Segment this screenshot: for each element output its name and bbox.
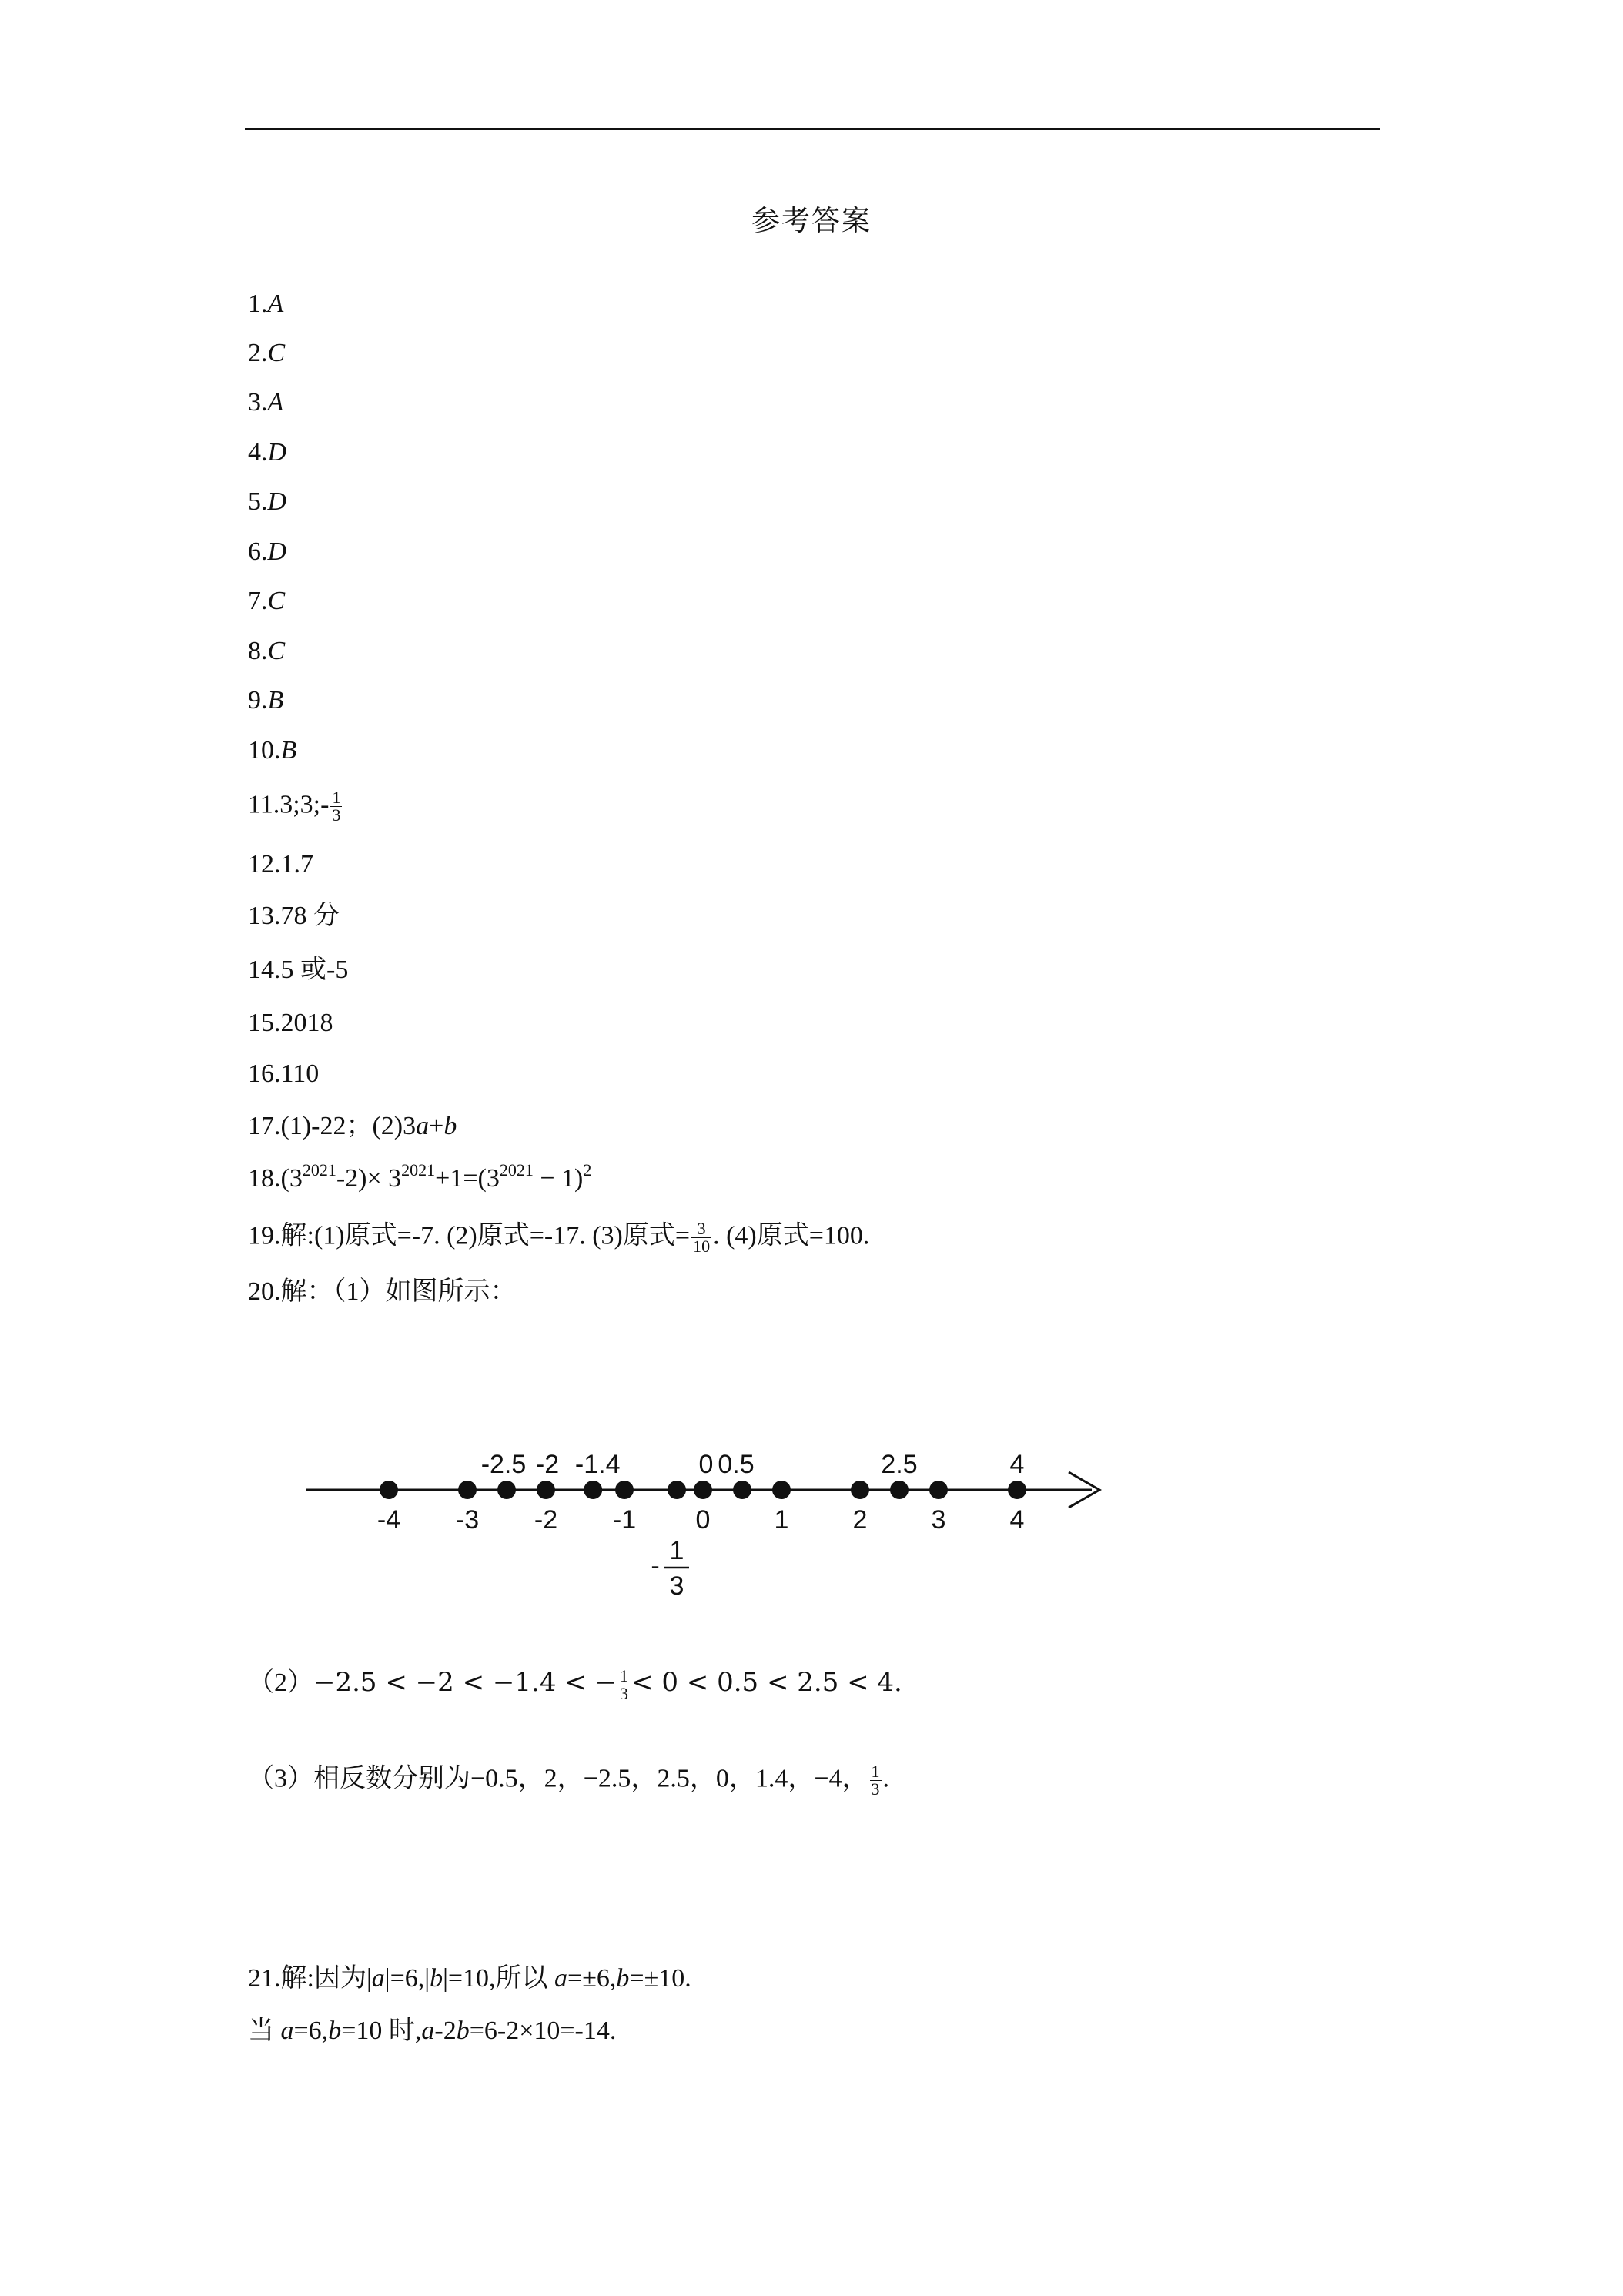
answer-line: 1.A [248,290,284,318]
value-label: -1.4 [574,1450,621,1479]
answer-line: 8.C [248,637,286,665]
answer-line-12: 12.1.7 [248,850,313,879]
number-line-point [772,1481,791,1499]
answer-line: 9.B [248,686,284,715]
fraction-sign: - [651,1551,660,1581]
tick-label: -2 [534,1505,558,1535]
answer-line: 4.D [248,438,287,467]
number-line-point [380,1481,398,1499]
fraction-numerator: 1 [669,1536,684,1565]
number-line-point [851,1481,869,1499]
answer-line: 7.C [248,587,286,615]
answer-line-13: 13.78 分 [248,902,340,930]
answer-line: 3.A [248,388,284,417]
number-line-point [584,1481,602,1499]
value-label: 0 [698,1450,714,1479]
page-title: 参考答案 [751,206,872,237]
tick-label: -4 [376,1505,401,1535]
number-line-figure [306,1424,1123,1609]
answer-line: 10.B [248,736,297,765]
answer-line-14: 14.5 或-5 [248,956,349,984]
answer-line-11: 11.3;3;- $\frac{1}{3}$ [248,788,341,825]
answer-line-15: 15.2018 [248,1009,333,1037]
answer-line: 5.D [248,487,287,516]
number-line-point [694,1481,712,1499]
answer-line-21b: 当 a=6,b=10 时,a-2b=6-2×10=-14. [248,2017,617,2045]
value-label: 0.5 [718,1450,755,1479]
number-line-point [1008,1481,1026,1499]
answer-line-16: 16.110 [248,1059,320,1088]
fraction: $\frac{1}{3}$ [620,1665,629,1703]
value-label: -2.5 [480,1450,527,1479]
fraction: $\frac{3}{10}$ [693,1219,711,1256]
tick-label: 4 [1009,1505,1025,1535]
answer-line-20: 20.解：（1）如图所示： [248,1277,517,1306]
number-line-point [497,1481,516,1499]
answer-line-21: 21.解:因为|a|=6,|b|=10,所以 a=±6,b=±10. [248,1964,691,1993]
answer-line-17: 17.(1)-22；(2)3a+b [248,1112,457,1140]
number-line-point [890,1481,909,1499]
number-line-point [615,1481,634,1499]
answer-line-19: 19.解:(1)原式=-7. (2)原式=-17. (3)原式= $\frac{3}{10}$ . (4)原式=100. [248,1219,870,1256]
number-line-point [929,1481,948,1499]
tick-label: -1 [612,1505,637,1535]
number-line-point [458,1481,477,1499]
answer-20-part2: （2）−2.5 < −2 < −1.4 < − $\frac{1}{3}$ < 0 < 0.5 < 2.5 < 4. [248,1665,902,1703]
answer-line: 6.D [248,537,287,566]
tick-label: -3 [455,1505,480,1535]
tick-label: 1 [774,1505,789,1535]
number-line-point [668,1481,686,1499]
fraction: $\frac{1}{3}$ [871,1762,880,1799]
number-line-point [733,1481,751,1499]
value-label: -2 [535,1450,560,1479]
value-label: 2.5 [881,1450,918,1479]
tick-label: 0 [695,1505,711,1535]
number-line-point [537,1481,555,1499]
fraction: $\frac{1}{3}$ [332,788,341,825]
header-rule [245,128,1380,130]
tick-label: 3 [931,1505,946,1535]
fraction-denominator: 3 [669,1571,684,1601]
answer-20-part3: （3）相反数分别为−0.5，2，−2.5，2.5，0，1.4，−4， $\frac{1}{3}$ . [248,1762,890,1799]
tick-label: 2 [852,1505,868,1535]
value-label: 4 [1009,1450,1025,1479]
answer-line-18: $18.(3^{2021}-2)\times 3^{2021}+1=(3^{2021} - 1)^2$ [248,1160,592,1193]
answer-line: 2.C [248,339,286,367]
